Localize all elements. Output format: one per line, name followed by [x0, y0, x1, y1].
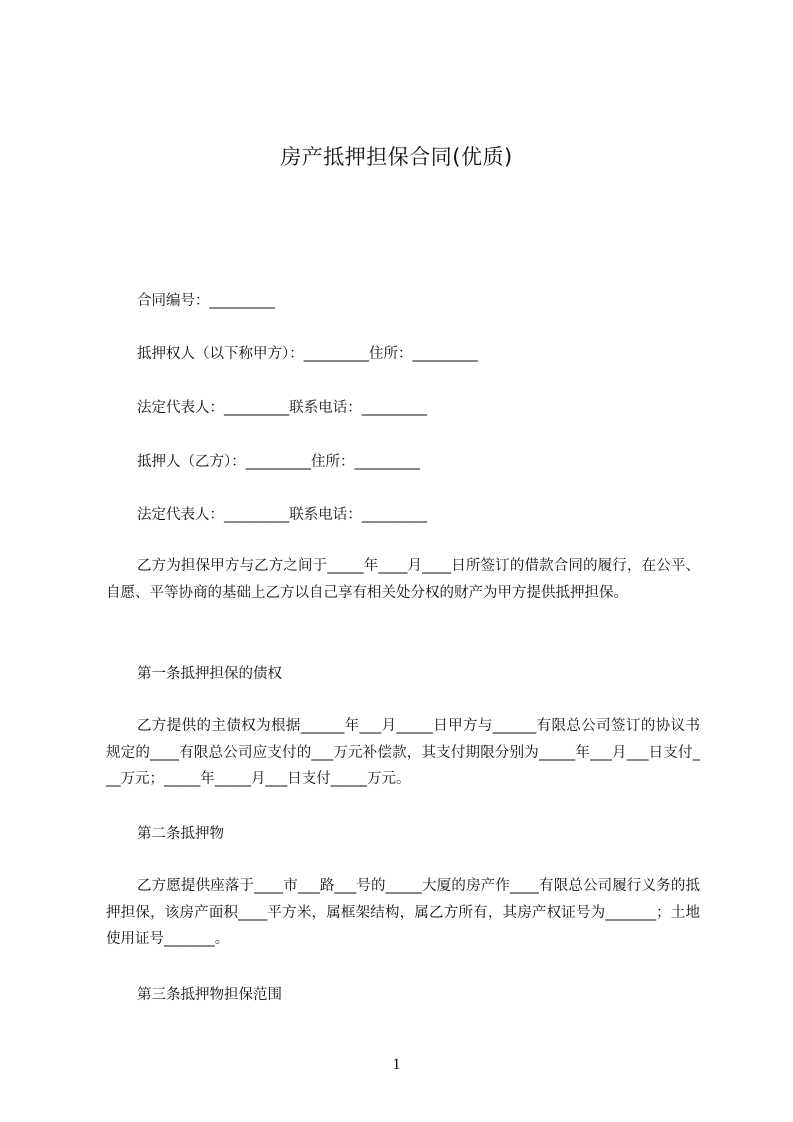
section-1-heading: 第一条抵押担保的债权 — [137, 666, 282, 682]
section-1-body: 乙方提供的主债权为根据______年___月_____日甲方与______有限总公司签订的协议书规定的____有限总公司应支付的___万元补偿款，其支付期限分别为_____年___月___日支付___万元；_____年_____月___日支付_____万元。 — [106, 718, 700, 787]
mortgagor-line: 抵押人（乙方）：_________住所：_________ — [137, 454, 420, 470]
section-2-heading: 第二条抵押物 — [137, 826, 224, 842]
mortgagor-representative-line: 法定代表人：_________联系电话：_________ — [137, 507, 427, 523]
page-number: 1 — [392, 1056, 401, 1073]
preamble-paragraph: 乙方为担保甲方与乙方之间于_____年____月____日所签订的借款合同的履行，在公平、自愿、平等协商的基础上乙方以自己享有相关处分权的财产为甲方提供抵押担保。 — [106, 558, 700, 601]
section-3-heading: 第三条抵押物担保范围 — [137, 987, 282, 1003]
mortgagee-line: 抵押权人（以下称甲方）：_________住所：_________ — [137, 346, 478, 362]
document-title: 房产抵押担保合同(优质) — [280, 145, 513, 169]
mortgagee-representative-line: 法定代表人：_________联系电话：_________ — [137, 400, 427, 416]
section-2-body: 乙方愿提供座落于____市___路___号的_____大厦的房产作____有限总公司履行义务的抵押担保，该房产面积____平方米，属框架结构，属乙方所有，其房产权证号为_______；土地使用证号_______。 — [106, 878, 700, 947]
contract-number-line: 合同编号：_________ — [137, 293, 275, 309]
